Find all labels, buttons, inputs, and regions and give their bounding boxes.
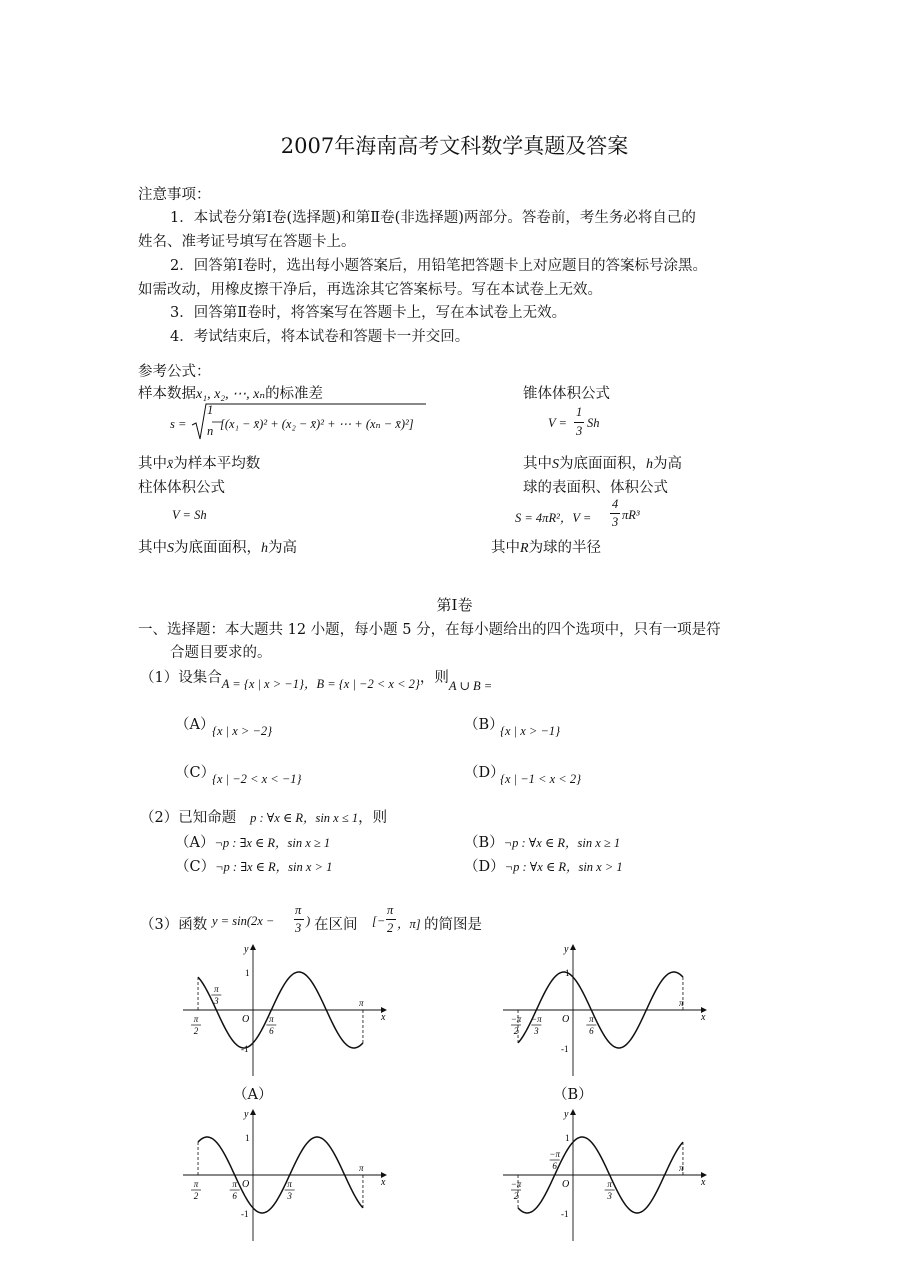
x-axis-label: x [701,1177,706,1188]
sphere-num: 4 [612,497,619,511]
x-axis-label: x [701,1012,706,1023]
graph-b-label: （B） [553,1087,593,1103]
tick-label-neg-one: -1 [241,1044,249,1054]
q1-option-c-text: {x | −2 < x < −1} [212,772,302,786]
sphere-frac-bar [610,513,620,514]
q1-option-a-label: （A） [175,717,215,733]
tick-0-num: π [232,1179,237,1189]
sphere-formula-b: πR³ [622,508,640,522]
sphere-formula-a: S = 4πR²，V = [515,511,592,525]
q3-stem-int-frac-bar [386,919,396,920]
q3-stem-pi: π [295,903,302,917]
sphere-den: 3 [612,515,619,529]
cone-rhs: Sh [587,416,600,430]
origin-label: O [242,1179,250,1190]
std-dev-label: 样本数据x₁, x₂, ⋯, xₙ的标准差 [138,386,324,402]
tick-neg-pi-over-2-num: π [193,1014,199,1024]
tick-1-den: 3 [287,1191,292,1201]
notice-item-1-line-2: 姓名、准考证号填写在答题卡上。 [138,234,356,250]
cone-num: 1 [576,405,583,419]
graph-c [175,1105,395,1245]
q1-option-d-text: {x | −1 < x < 2} [500,772,582,786]
q1-option-a-text: {x | x > −2} [212,724,273,738]
q2-option-d: （D）¬p : ∀x ∈ R，sin x > 1 [464,859,623,875]
q3-stem-int-2: 2 [387,921,394,935]
tick-0-den: 3 [534,1026,539,1036]
page-title: 2007年海南高考文科数学真题及答案 [280,134,629,158]
q1-option-b-label: （B） [464,717,504,733]
y-axis-label: y [564,944,569,955]
tick-neg-pi-over-2-den: 2 [193,1191,199,1201]
q1-option-c-label: （C） [175,765,216,781]
graph-a-label: （A） [233,1087,273,1103]
tick-neg-pi-over-2-den: 2 [193,1026,199,1036]
notice-item-4: 4．考试结束后，将本试卷和答题卡一并交回。 [170,329,470,345]
sphere-label: 球的表面积、体积公式 [523,480,668,496]
q1-option-d-label: （D） [464,765,505,781]
tick-neg-pi-over-2-num: −π [510,1014,522,1024]
tick-0-num: π [214,984,219,994]
q3-stem-mid: 在区间 [314,917,358,933]
y-axis-label: y [564,1109,569,1120]
origin-label: O [562,1014,570,1025]
y-axis-arrow [250,944,256,950]
cone-den: 3 [576,424,583,438]
graph-b [495,940,715,1080]
q2-option-c: （C）¬p : ∃x ∈ R，sin x > 1 [175,859,333,875]
tick-pi: π [678,998,684,1008]
q3-stem-func: y = sin(2x − [212,914,275,928]
q3-stem-prefix: （3）函数 [140,917,208,933]
cone-label: 锥体体积公式 [523,386,610,402]
tick-label-neg-one: -1 [561,1044,569,1054]
sphere-note: 其中R为球的半径 [491,540,602,556]
tick-label-neg-one: -1 [241,1209,249,1219]
tick-1-num: π [607,1179,612,1189]
x-axis-label: x [381,1012,386,1023]
tick-1-num: π [589,1014,594,1024]
tick-label-one: 1 [245,1133,250,1143]
graph-d [495,1105,715,1245]
tick-1-num: π [287,1179,292,1189]
q1-stem: （1）设集合A = {x | x > −1}，B = {x | −2 < x < 2}，则A ∪ B = [140,670,493,693]
q3-stem-close: ) [306,914,311,928]
part-1-heading: 第Ⅰ卷 [436,596,473,614]
q3-stem-frac-bar [294,919,304,920]
graph-a [175,940,395,1080]
tick-1-den: 6 [589,1026,594,1036]
tick-0-den: 3 [214,996,219,1006]
tick-label-one: 1 [565,1133,570,1143]
prism-note: 其中S为底面面积，h为高 [138,540,297,556]
q2-option-a: （A）¬p : ∃x ∈ R，sin x ≥ 1 [175,835,331,851]
prism-label: 柱体体积公式 [138,480,225,496]
prism-formula: V = Sh [172,508,207,522]
q3-stem-3: 3 [295,921,302,935]
std-dev-frac-den: n [207,424,214,438]
tick-pi: π [358,1163,364,1173]
tick-pi: π [678,1163,684,1173]
std-dev-body: [(x₁ − x̄)² + (x₂ − x̄)² + ⋯ + (xₙ − x̄)²] [220,417,414,431]
tick-1-den: 6 [269,1026,274,1036]
tick-label-neg-one: -1 [561,1209,569,1219]
tick-label-one: 1 [565,968,570,978]
q2-option-b: （B）¬p : ∀x ∈ R，sin x ≥ 1 [464,835,621,851]
origin-label: O [562,1179,570,1190]
notice-heading: 注意事项： [138,187,211,203]
mean-note: 其中x̄为样本平均数 [138,456,261,472]
formulas-heading: 参考公式： [138,364,211,380]
tick-1-den: 3 [607,1191,612,1201]
y-axis-arrow [250,1109,256,1115]
q3-stem-int-open: [− [372,914,386,928]
tick-0-den: 6 [232,1191,237,1201]
q3-stem-int-pi: π [387,903,394,917]
tick-label-one: 1 [245,968,250,978]
q3-stem-int-close: ，π] [397,917,421,931]
section-1-line-1: 一、选择题：本大题共 12 小题，每小题 5 分，在每小题给出的四个选项中，只有一项是符 [138,622,721,638]
cone-note: 其中S为底面面积，h为高 [523,456,682,472]
tick-1-num: π [269,1014,274,1024]
q1-option-b-text: {x | x > −1} [500,724,561,738]
tick-0-den: 6 [552,1161,557,1171]
notice-item-3: 3．回答第Ⅱ卷时，将答案写在答题卡上，写在本试卷上无效。 [170,305,567,321]
tick-neg-pi-over-2-den: 2 [513,1026,519,1036]
notice-item-2-line-2: 如需改动，用橡皮擦干净后，再选涂其它答案标号。写在本试卷上无效。 [138,282,602,298]
q2-stem: （2）已知命题 p : ∀x ∈ R，sin x ≤ 1，则 [140,810,388,826]
std-dev-frac-num: 1 [207,403,214,417]
x-axis-label: x [381,1177,386,1188]
y-axis-arrow [570,1109,576,1115]
tick-0-num: −π [531,1014,542,1024]
origin-label: O [242,1014,250,1025]
tick-neg-pi-over-2-den: 2 [513,1191,519,1201]
section-1-line-2: 合题目要求的。 [170,645,272,661]
cone-frac-bar [574,422,584,423]
tick-neg-pi-over-2-num: −π [510,1179,522,1189]
std-dev-lhs: s = [170,417,187,431]
tick-neg-pi-over-2-num: π [193,1179,199,1189]
tick-pi: π [358,998,364,1008]
cone-lhs: V = [548,416,567,430]
notice-item-1-line-1: 1．本试卷分第Ⅰ卷(选择题)和第Ⅱ卷(非选择题)两部分。答卷前，考生务必将自己的 [170,210,696,226]
y-axis-arrow [570,944,576,950]
q3-stem-suffix: 的简图是 [424,917,482,933]
y-axis-label: y [244,944,249,955]
y-axis-label: y [244,1109,249,1120]
tick-0-num: −π [549,1149,560,1159]
notice-item-2-line-1: 2．回答第Ⅰ卷时，选出每小题答案后，用铅笔把答题卡上对应题目的答案标号涂黑。 [170,258,707,274]
